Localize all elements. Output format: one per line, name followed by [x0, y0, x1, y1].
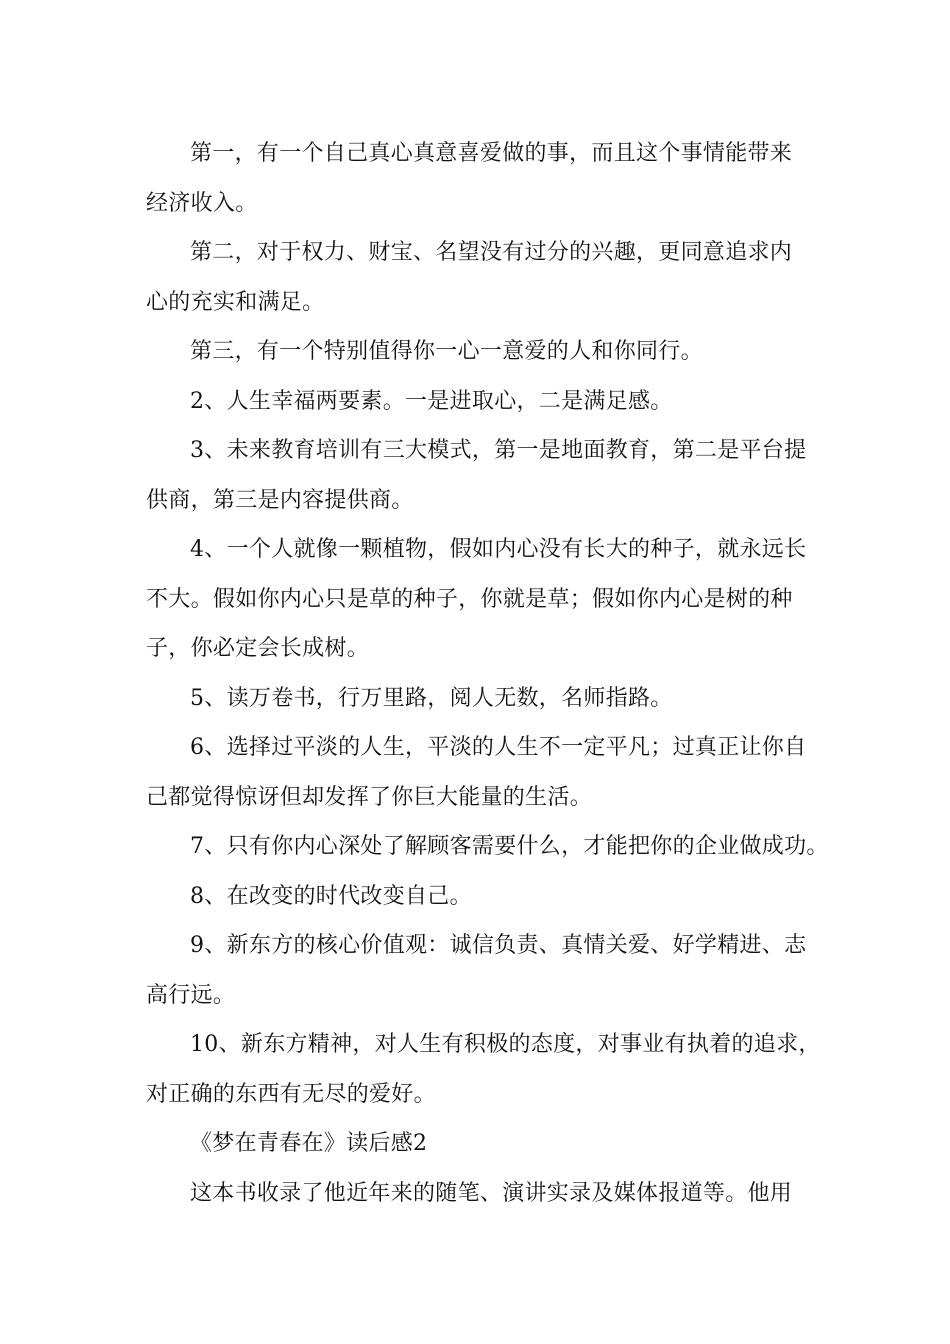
- text-line: 8、在改变的时代改变自己。: [190, 883, 472, 909]
- text-line: 心的充实和满足。: [146, 289, 325, 315]
- text-line: 9、新东方的核心价值观：诚信负责、真情关爱、好学精进、志: [190, 933, 807, 958]
- text-line: 5、读万卷书，行万里路，阅人无数，名师指路。: [190, 685, 673, 711]
- text-line: 第二，对于权力、财宝、名望没有过分的兴趣，更同意追求内: [190, 240, 793, 265]
- text-line: 第三，有一个特别值得你一心一意爱的人和你同行。: [190, 339, 703, 364]
- text-line: 子，你必定会长成树。: [146, 636, 370, 661]
- document-body: [146, 129, 829, 1218]
- text-line: 对正确的东西有无尽的爱好。: [146, 1081, 436, 1107]
- text-line: 这本书收录了他近年来的随笔、演讲实录及媒体报道等。他用: [190, 1180, 793, 1206]
- text-line: 不大。假如你内心只是草的种子，你就是草；假如你内心是树的种: [146, 586, 793, 612]
- text-line: 3、未来教育培训有三大模式，第一是地面教育，第二是平台提: [190, 438, 807, 463]
- text-line: 10、新东方精神，对人生有积极的态度，对事业有执着的追求，: [190, 1032, 821, 1057]
- text-line: 2、人生幸福两要素。一是进取心，二是满足感。: [190, 388, 673, 414]
- text-line: 4、一个人就像一颗植物，假如内心没有长大的种子，就永远长: [190, 537, 807, 562]
- text-line: 6、选择过平淡的人生，平淡的人生不一定平凡；过真正让你自: [190, 735, 807, 760]
- text-line: 7、只有你内心深处了解顾客需要什么，才能把你的企业做成功。: [190, 834, 829, 859]
- text-line: 第一，有一个自己真心真意喜爱做的事，而且这个事情能带来: [190, 141, 793, 166]
- text-line: 己都觉得惊讶但却发挥了你巨大能量的生活。: [146, 784, 593, 810]
- text-line: 供商，第三是内容提供商。: [146, 487, 414, 513]
- text-line: 经济收入。: [146, 190, 258, 216]
- text-line: 高行远。: [146, 982, 236, 1008]
- section-heading: 《梦在青春在》读后感2: [190, 1131, 428, 1156]
